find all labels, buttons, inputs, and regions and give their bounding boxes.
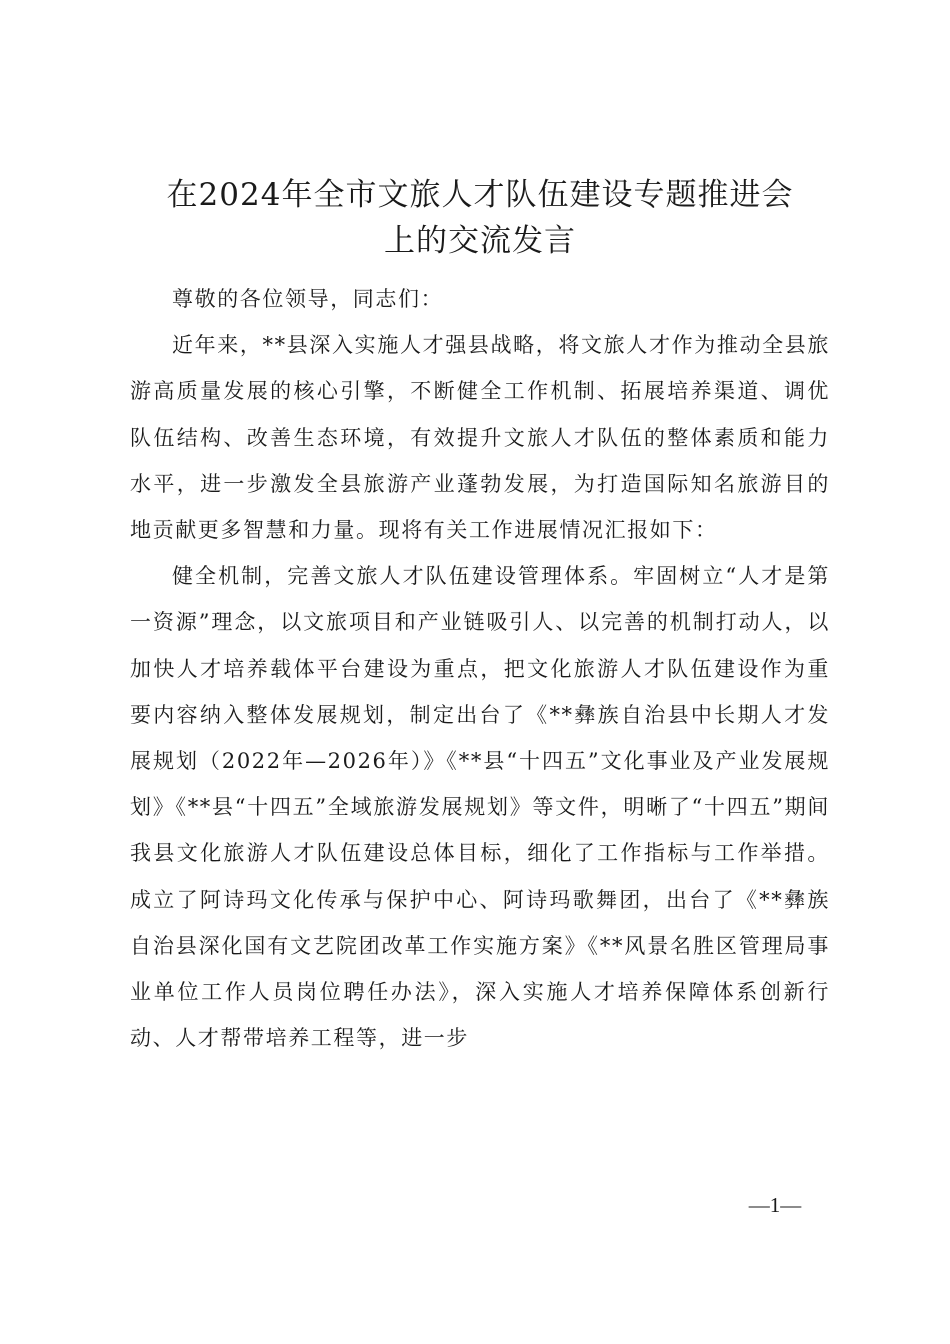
title-line-2: 上的交流发言 — [384, 223, 576, 259]
document-body — [130, 276, 830, 1061]
title-line-1: 在2024年全市文旅人才队伍建设专题推进会 — [166, 177, 794, 213]
document-title — [130, 172, 830, 264]
paragraph-mechanism: 健全机制，完善文旅人才队伍建设管理体系。牢固树立“人才是第一资源”理念，以文旅项目和产业链吸引人、以完善的机制打动人，以加快人才培养载体平台建设为重点，把文化旅游人才队伍建设作为重要内容纳入整体发展规划，制定出台了《**彝族自治县中长期人才发展规划（2022年—2026年）》《**县“十四五”文化事业及产业发展规划》《**县“十四五”全域旅游发展规划》等文件，明晰了“十四五”期间我县文化旅游人才队伍建设总体目标，细化了工作指标与工作举措。成立了阿诗玛文化传承与保护中心、阿诗玛歌舞团，出台了《**彝族自治县深化国有文艺院团改革工作实施方案》《**风景名胜区管理局事业单位工作人员岗位聘任办法》，深入实施人才培养保障体系创新行动、人才帮带培养工程等，进一步 — [130, 564, 830, 1051]
page-number: —1— — [748, 1193, 802, 1217]
paragraph-intro: 近年来，**县深入实施人才强县战略，将文旅人才作为推动全县旅游高质量发展的核心引擎，不断健全工作机制、拓展培养渠道、调优队伍结构、改善生态环境，有效提升文旅人才队伍的整体素质和能力水平，进一步激发全县旅游产业蓬勃发展，为打造国际知名旅游目的地贡献更多智慧和力量。现将有关工作进展情况汇报如下： — [130, 333, 830, 543]
salutation: 尊敬的各位领导，同志们： — [172, 287, 444, 311]
